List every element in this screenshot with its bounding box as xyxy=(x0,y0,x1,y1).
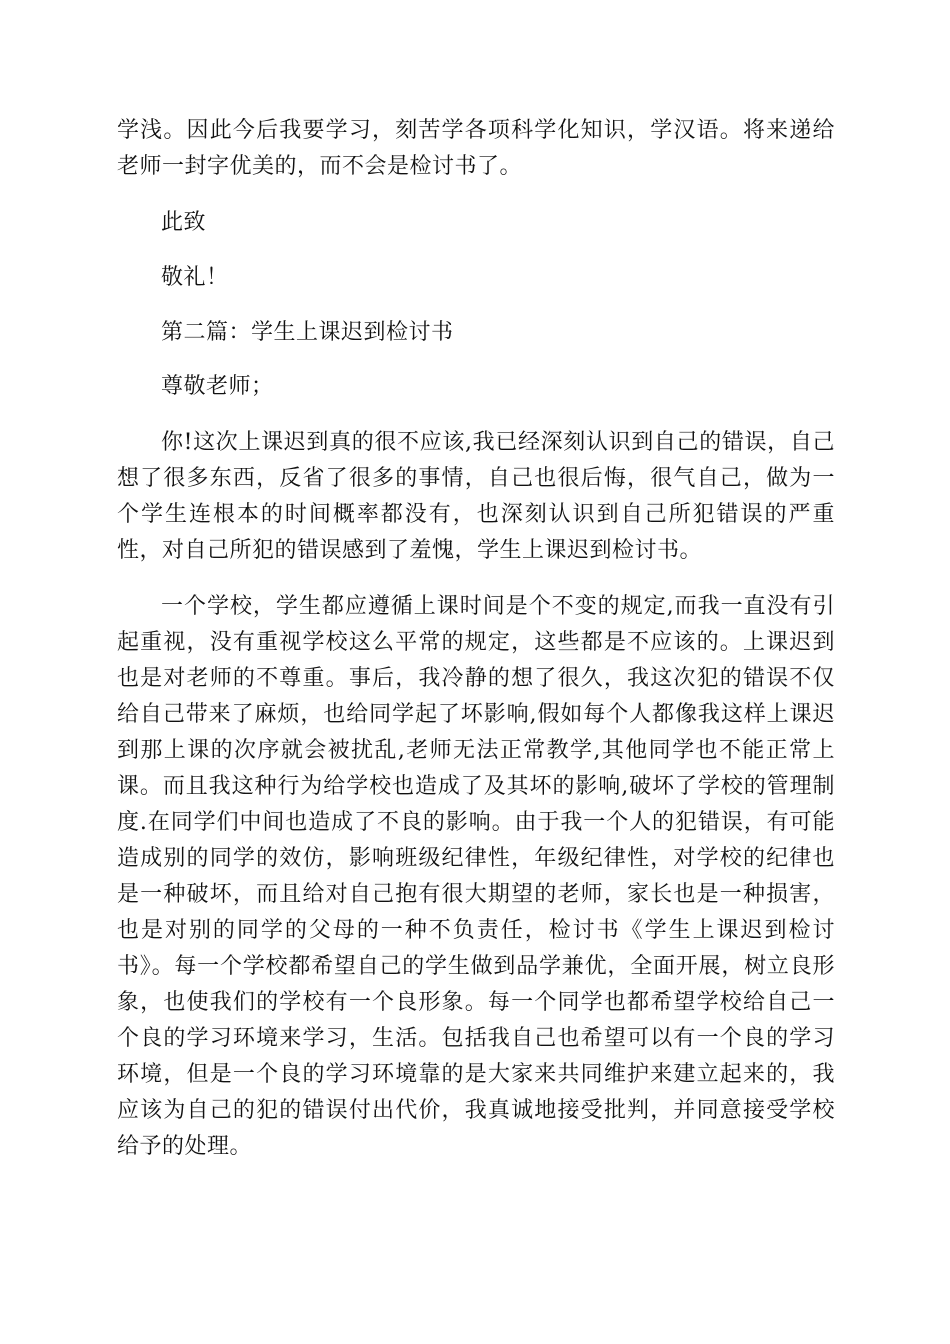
continuation-paragraph: 学浅。因此今后我要学习，刻苦学各项科学化知识，学汉语。将来递给老师一封字优美的，而不会是检讨书了。 xyxy=(117,118,835,179)
salutation: 尊敬老师； xyxy=(161,374,274,399)
closing-line-2: 敬礼！ xyxy=(161,265,229,290)
document-body xyxy=(117,113,835,1165)
body-paragraph-1: 你!这次上课迟到真的很不应该,我已经深刻认识到自己的错误，自己想了很多东西，反省了很多的事情，自己也很后悔，很气自己，做为一个学生连根本的时间概率都没有，也深刻认识到自己所犯错误的严重性，对自己所犯的错误感到了羞愧，学生上课迟到检讨书。 xyxy=(117,430,835,563)
body-paragraph-2: 一个学校，学生都应遵循上课时间是个不变的规定,而我一直没有引起重视，没有重视学校这么平常的规定，这些都是不应该的。上课迟到也是对老师的不尊重。事后，我冷静的想了很久，我这次犯的错误不仅给自己带来了麻烦，也给同学起了坏影响,假如每个人都像我这样上课迟到那上课的次序就会被扰乱,老师无法正常教学,其他同学也不能正常上课。而且我这种行为给学校也造成了及其坏的影响,破坏了学校的管理制度.在同学们中间也造成了不良的影响。由于我一个人的犯错误，有可能造成别的同学的效仿，影响班级纪律性，年级纪律性，对学校的纪律也是一种破坏，而且给对自己抱有很大期望的老师，家长也是一种损害，也是对别的同学的父母的一种不负责任，检讨书《学生上课迟到检讨书》。每一个学校都希望自己的学生做到品学兼优，全面开展，树立良形象，也使我们的学校有一个良形象。每一个同学也都希望学校给自己一个良的学习环境来学习，生活。包括我自己也希望可以有一个良的学习环境，但是一个良的学习环境靠的是大家来共同维护来建立起来的，我应该为自己的犯的错误付出代价，我真诚地接受批判，并同意接受学校给予的处理。 xyxy=(117,594,835,1159)
closing-line-1: 此致 xyxy=(161,210,207,235)
section-title: 第二篇：学生上课迟到检讨书 xyxy=(161,320,454,345)
